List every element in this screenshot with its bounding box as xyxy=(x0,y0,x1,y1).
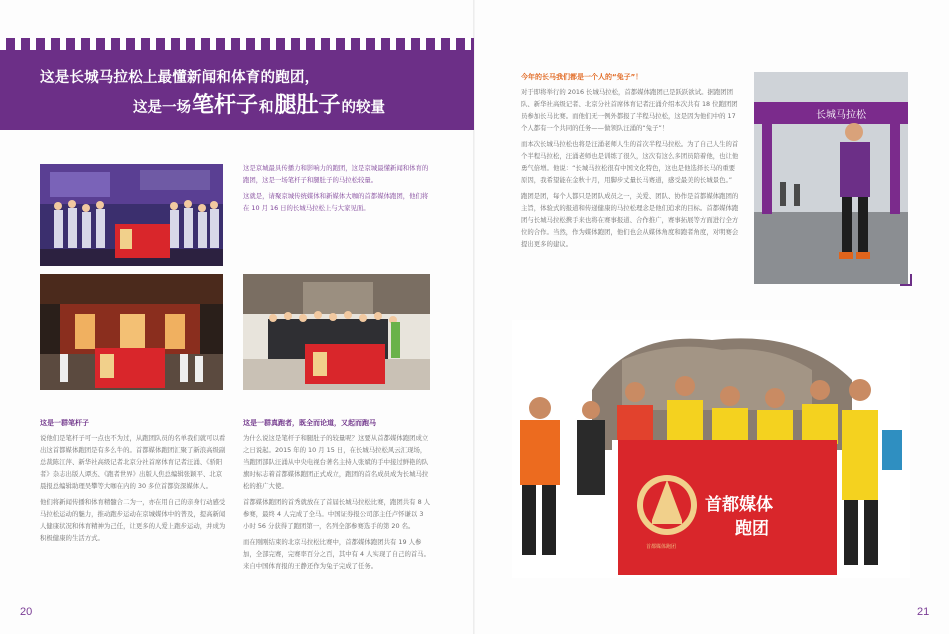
body-paragraph: 而在刚刚结束的北京马拉松比赛中，首都媒体跑团共有 19 人参加，全部完赛，完赛率百分之百，其中有 4 人实现了自己的首马。来自中国体育报的王静还作为兔子完成了任务。 xyxy=(243,538,431,570)
photo-gate-night xyxy=(40,274,223,390)
headline-part: 和 xyxy=(259,100,274,116)
section-3-body xyxy=(521,86,739,254)
section-heading: 这是一群笔杆子 xyxy=(40,419,89,427)
flag-text-line-1: 首都媒体 xyxy=(705,495,773,515)
section-2-body xyxy=(243,432,431,576)
body-paragraph: 为什么说这是笔杆子和腿肚子的较量呢？这要从首都媒体跑团成立之日说起。2015 年的 10 月 15 日，在长城马拉松风云汇现场，当跑团部队汪涌从中央电视台著名主持人张斌的手中接过鲜艳的队旗时标志着首都媒体跑团正式成立，跑团的首名成员成为长城马拉松的推广大使。 xyxy=(243,434,429,490)
headline-line-2 xyxy=(133,88,385,119)
headline-part: 这是一场 xyxy=(133,100,191,116)
page-number-left: 20 xyxy=(20,606,33,618)
body-paragraph: 说他们是笔杆子可一点也不为过，从跑团队员的名单我们就可以看出这首都媒体跑团是有多么牛的。首都媒体跑团汇聚了新浪高级副总裁陈江萍、新华社高级记者北京分社首席体育记者汪涌、《骄阳者》杂志出版人谭杰、《跑者世界》出版人焦总编辑张颖平、北京晨报总编辑助理吴攀等大咖在内的 30 多位首都资深媒体人。 xyxy=(40,434,226,490)
photo-corner-mark xyxy=(900,274,912,286)
intro-paragraph: 这是京城最具传播力和影响力的跑团，这是京城最懂新闻和体育的跑团，这是一场笔杆子和腿肚子的马拉松较量。 xyxy=(243,164,429,184)
flag-badge-text: 首都媒体跑团 xyxy=(646,544,677,550)
photo-indoor-group xyxy=(243,274,430,390)
body-paragraph: 跑团是团，每个人都只是团队成员之一，关爱、团队、协作是首都媒体跑团的主旨，体验式的报道和传递健康的马拉松理念是他们追求的目标。首都媒体跑团与长城马拉松携手来也将在赛事报道、合作推广，赛事拓展等方面进行全方位的合作。当然，作为媒体跑团，他们也会从媒体角度和跑者角度，对明赛会提出更多的建议。 xyxy=(521,192,739,248)
photo-team-flag xyxy=(512,320,910,578)
headline-emphasis: 笔杆子 xyxy=(192,93,259,118)
intro-paragraph: 这就是，请聚京城传统媒体和新媒体大咖的首都媒体跑团，他们将在 10 月 16 日的长城马拉松上与大家见面。 xyxy=(243,192,429,212)
finish-arch-text: 长城马拉松 xyxy=(816,110,866,121)
headline-line-1: 这是长城马拉松上最懂新闻和体育的跑团， xyxy=(40,70,320,86)
body-paragraph: 对于即将举行的 2016 长城马拉松，首都媒体跑团已是跃跃欲试。据跑团团队、新华社高级记者、北京分社首席体育记者汪涌介绍本次共有 18 位跑团团员参加长马比赛。而他们无一例外都报了半程马拉松，这是因为他们中的 17 个人都有一个共同的任务——做领队汪涌的“兔子”！ xyxy=(521,88,738,132)
section-heading: 这是一群真跑者，既全而论道，又起而跑马 xyxy=(243,419,376,427)
headline-emphasis: 腿肚子 xyxy=(274,93,341,118)
banner-crenellation xyxy=(0,38,474,50)
photo-runner-finish xyxy=(754,72,908,284)
headline-part: 的较量 xyxy=(341,100,386,116)
photo-stage-group xyxy=(40,164,223,266)
body-paragraph: 他们将新闻传播和体育精髓合二为一，亦在用自己的亲身行动感受马拉松运动的魅力，推动跑步运动在京城媒体中的普及，提高新闻人健康状况和体育精神为己任，让更多的人爱上跑步运动，并成为积极健康的生活方式。 xyxy=(40,498,226,542)
body-paragraph: 首都媒体跑团的首秀就放在了首届长城马拉松比赛，跑团共有 8 人参赛，最终 4 人完成了全马。中国证券报公司部主任卢怀谦以 3 小时 56 分获得了跑团第一，名列全部参赛选手的第 20 名。 xyxy=(243,498,431,530)
section-1-body xyxy=(40,432,226,548)
intro-text xyxy=(243,162,430,218)
flag-text-line-2: 跑团 xyxy=(735,519,769,539)
body-paragraph: 而本次长城马拉松也将是汪涌老师人生的首次半程马拉松。为了自己人生的首个半程马拉松，汪涌老师也是训练了很久，这次有这么多团员陪着他，也让他勇气倍增。他说：“长城马拉松很有中国文化特色，这也是他选择长马的重要原因，我希望能在金秋十月，用脚步丈量长马赛道，感受最美的长城景色。” xyxy=(521,140,739,184)
section-heading: 今年的长马我们都是一个人的“兔子”！ xyxy=(521,73,643,81)
page-number-right: 21 xyxy=(917,606,930,618)
